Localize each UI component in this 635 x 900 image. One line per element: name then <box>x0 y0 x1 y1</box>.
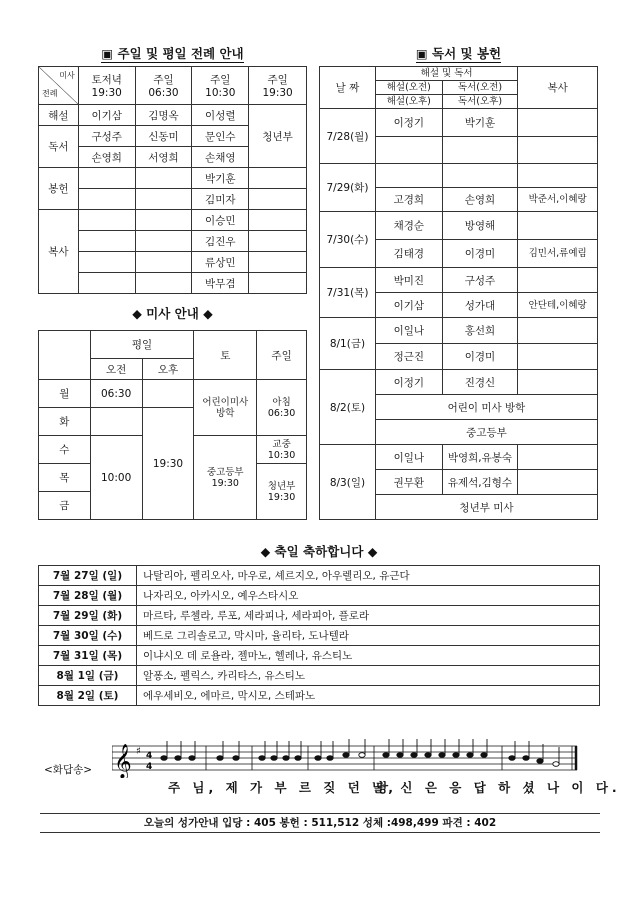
col-name: 주일 <box>153 74 174 86</box>
day-tue: 화 <box>39 408 91 436</box>
sun-youth-label: 청년부 <box>267 480 296 492</box>
cell: 권무환 <box>375 470 442 495</box>
cell: 이승민 <box>192 210 249 231</box>
date-0729: 7/29(화) <box>320 164 376 212</box>
cell <box>249 210 307 231</box>
cell <box>135 252 192 273</box>
reading-title <box>319 44 598 62</box>
feast-row <box>39 606 600 626</box>
cell: 구성주 <box>78 126 135 147</box>
row-label-bongheon: 봉헌 <box>39 168 79 210</box>
time-signature: 4 <box>146 751 153 761</box>
psalm-label: <화답송> <box>44 764 93 776</box>
feast-date: 7월 28일 (월) <box>39 586 137 606</box>
psalm-lyrics-1: 주 님, 제 가 부 르 짖 던 날, <box>168 780 397 795</box>
date-0801: 8/1(금) <box>320 318 376 370</box>
day-thu: 목 <box>39 464 91 492</box>
cell <box>518 109 598 137</box>
liturgy-schedule-table <box>38 66 307 294</box>
sun-main-label: 교중 <box>272 438 291 450</box>
weekday-am-time: 10:00 <box>90 436 142 520</box>
cell: 이경미 <box>442 344 518 370</box>
cell: 이경미 <box>442 240 518 268</box>
cell: 구성주 <box>442 268 518 293</box>
cell: 박준서,이혜랑 <box>518 188 598 212</box>
col-name: 주일 <box>210 74 231 86</box>
feast-table <box>38 565 600 706</box>
cell: 문인수 <box>192 126 249 147</box>
col-name: 토저녁 <box>91 74 122 86</box>
header-am-2: 독서(오전) <box>442 81 518 95</box>
col-time: 10:30 <box>205 87 236 99</box>
cell: 이정기 <box>375 370 442 395</box>
feast-date: 7월 29일 (화) <box>39 606 137 626</box>
cell: 채경순 <box>375 212 442 240</box>
header-pm: 오후 <box>142 359 194 380</box>
sharp-icon: ♯ <box>136 746 141 757</box>
cell: 이기삼 <box>375 293 442 318</box>
col-time: 06:30 <box>148 87 179 99</box>
cell: 안단테,이혜랑 <box>518 293 598 318</box>
header-weekday: 평일 <box>90 331 194 359</box>
col-time: 19:30 <box>91 87 122 99</box>
sun-youth-time: 19:30 <box>267 491 296 503</box>
cell <box>518 470 598 495</box>
col-name: 주일 <box>267 74 288 86</box>
cell: 이일나 <box>375 318 442 344</box>
music-staff <box>112 738 582 778</box>
feast-title-text: ◆ 축일 축하합니다 ◆ <box>260 544 378 559</box>
cell: 손영희 <box>78 147 135 168</box>
header-date: 날 짜 <box>320 67 376 109</box>
row-label-boksa: 복사 <box>39 210 79 294</box>
sat-children-mass: 어린이미사 방학 <box>194 380 257 436</box>
cell <box>518 445 598 470</box>
cell: 박영희,유봉숙 <box>442 445 518 470</box>
cell: 홍선희 <box>442 318 518 344</box>
col-time: 19:30 <box>262 87 293 99</box>
cell <box>249 273 307 294</box>
sun-morning <box>257 380 307 436</box>
reading-table <box>319 66 598 520</box>
sat-highschool: 중고등부 <box>375 420 597 445</box>
cell: 김민서,류예림 <box>518 240 598 268</box>
date-0802: 8/2(토) <box>320 370 376 445</box>
psalm-lyrics-2: 당 신 은 응 답 하 셨 나 이 다. <box>376 780 621 795</box>
weekday-pm-time: 19:30 <box>142 408 194 520</box>
feast-date: 7월 27일 (일) <box>39 566 137 586</box>
cell <box>518 137 598 164</box>
time-signature: 4 <box>146 762 153 772</box>
cell <box>249 189 307 210</box>
cell <box>78 252 135 273</box>
feast-names: 이냐시오 데 로욜라, 젤마노, 헬레나, 유스티노 <box>137 646 600 666</box>
notes <box>161 739 559 766</box>
cell: 박기훈 <box>442 109 518 137</box>
sat-highschool-label: 중고등부 <box>206 466 244 478</box>
col-sun-1030 <box>192 67 249 105</box>
feast-names: 나자리오, 아카시오, 예우스타시오 <box>137 586 600 606</box>
date-0731: 7/31(목) <box>320 268 376 318</box>
schedule-title-text: ▣ 주일 및 평일 전례 안내 <box>101 46 244 61</box>
date-0730: 7/30(수) <box>320 212 376 268</box>
day-wed: 수 <box>39 436 91 464</box>
cell: 서영희 <box>135 147 192 168</box>
cell: 김태경 <box>375 240 442 268</box>
sat-highschool-time: 19:30 <box>211 477 239 489</box>
cell <box>78 168 135 189</box>
cell: 박무겸 <box>192 273 249 294</box>
mass-title <box>38 304 307 322</box>
sun-youth-mass: 청년부 미사 <box>375 495 597 520</box>
feast-row <box>39 566 600 586</box>
sat-children-vacation: 어린이 미사 방학 <box>375 395 597 420</box>
tue-am-blank <box>90 408 142 436</box>
header-sun: 주일 <box>257 331 307 380</box>
cell <box>78 210 135 231</box>
feast-names: 알퐁소, 펠릭스, 카리타스, 유스티노 <box>137 666 600 686</box>
cell: 김미자 <box>192 189 249 210</box>
header-sat: 토 <box>194 331 257 380</box>
feast-row <box>39 646 600 666</box>
day-mon: 월 <box>39 380 91 408</box>
cell: 박기훈 <box>192 168 249 189</box>
cell <box>375 137 442 164</box>
sun-main <box>257 436 307 464</box>
cell <box>518 318 598 344</box>
cell: 성가대 <box>442 293 518 318</box>
cell: 이기삼 <box>78 105 135 126</box>
cell: 이일나 <box>375 445 442 470</box>
cell <box>518 370 598 395</box>
header-boksa: 복사 <box>518 67 598 109</box>
mass-title-text: ◆ 미사 안내 ◆ <box>132 306 213 321</box>
sun-morning-time: 06:30 <box>267 407 296 419</box>
mass-schedule-table <box>38 330 307 520</box>
row-label-dokseo: 독서 <box>39 126 79 168</box>
corner-liturgy-label: 전례 <box>42 89 58 98</box>
feast-date: 7월 30일 (수) <box>39 626 137 646</box>
sat-highschool <box>194 436 257 520</box>
cell: 신동미 <box>135 126 192 147</box>
feast-names: 에우세비오, 에마르, 막시모, 스테파노 <box>137 686 600 706</box>
mon-pm-blank <box>142 380 194 408</box>
cell: 김명옥 <box>135 105 192 126</box>
header-main: 해설 및 독서 <box>375 67 517 81</box>
feast-date: 7월 31일 (목) <box>39 646 137 666</box>
cell: 박미진 <box>375 268 442 293</box>
feast-date: 8월 1일 (금) <box>39 666 137 686</box>
cell <box>78 273 135 294</box>
cell <box>249 231 307 252</box>
cell <box>442 164 518 188</box>
feast-names: 마르타, 루첼라, 루포, 세라피나, 세라피아, 플로라 <box>137 606 600 626</box>
date-0728: 7/28(월) <box>320 109 376 164</box>
cell: 방영해 <box>442 212 518 240</box>
cell <box>249 168 307 189</box>
feast-title <box>38 542 600 560</box>
cell: 고경희 <box>375 188 442 212</box>
feast-row <box>39 626 600 646</box>
cell <box>518 344 598 370</box>
cell <box>442 137 518 164</box>
mon-am-time: 06:30 <box>90 380 142 408</box>
corner-cell <box>39 67 79 105</box>
day-fri: 금 <box>39 492 91 520</box>
cell: 이성렬 <box>192 105 249 126</box>
header-am-1: 해설(오전) <box>375 81 442 95</box>
cell <box>518 164 598 188</box>
cell: 김진우 <box>192 231 249 252</box>
schedule-title <box>38 44 307 62</box>
cell <box>78 189 135 210</box>
hymn-guide: 오늘의 성가안내 입당 : 405 봉헌 : 511,512 성체 :498,499 파견 : 402 <box>40 813 600 833</box>
cell: 손영희 <box>442 188 518 212</box>
cell <box>78 231 135 252</box>
youth-cell: 청년부 <box>249 105 307 168</box>
reading-title-text: ▣ 독서 및 봉헌 <box>415 46 502 61</box>
header-pm-2: 독서(오후) <box>442 95 518 109</box>
header-am: 오전 <box>90 359 142 380</box>
cell <box>375 164 442 188</box>
cell <box>135 273 192 294</box>
cell: 유제석,김형수 <box>442 470 518 495</box>
col-sun-0630 <box>135 67 192 105</box>
corner-mass-label: 미사 <box>59 71 75 80</box>
sun-morning-label: 아침 <box>272 396 291 408</box>
col-sat-evening <box>78 67 135 105</box>
cell <box>135 210 192 231</box>
cell <box>135 168 192 189</box>
cell: 류상민 <box>192 252 249 273</box>
sun-youth <box>257 464 307 520</box>
cell <box>135 231 192 252</box>
cell <box>518 212 598 240</box>
row-label-haeseol: 해설 <box>39 105 79 126</box>
feast-date: 8월 2일 (토) <box>39 686 137 706</box>
feast-row <box>39 586 600 606</box>
sun-main-time: 10:30 <box>267 449 296 461</box>
cell <box>135 189 192 210</box>
cell <box>249 252 307 273</box>
cell: 정근진 <box>375 344 442 370</box>
cell: 손채영 <box>192 147 249 168</box>
feast-names: 나탈리아, 펠리오사, 마우로, 셰르지오, 아우렐리오, 유근다 <box>137 566 600 586</box>
cell <box>518 268 598 293</box>
feast-row <box>39 666 600 686</box>
treble-clef-icon: 𝄞 <box>114 744 132 778</box>
feast-row <box>39 686 600 706</box>
header-pm-1: 해설(오후) <box>375 95 442 109</box>
date-0803: 8/3(일) <box>320 445 376 520</box>
col-sun-1930 <box>249 67 307 105</box>
cell: 이정기 <box>375 109 442 137</box>
cell: 진경신 <box>442 370 518 395</box>
blank-header <box>39 331 91 380</box>
feast-names: 베드로 그리솔로고, 막시마, 율리타, 도나텔라 <box>137 626 600 646</box>
